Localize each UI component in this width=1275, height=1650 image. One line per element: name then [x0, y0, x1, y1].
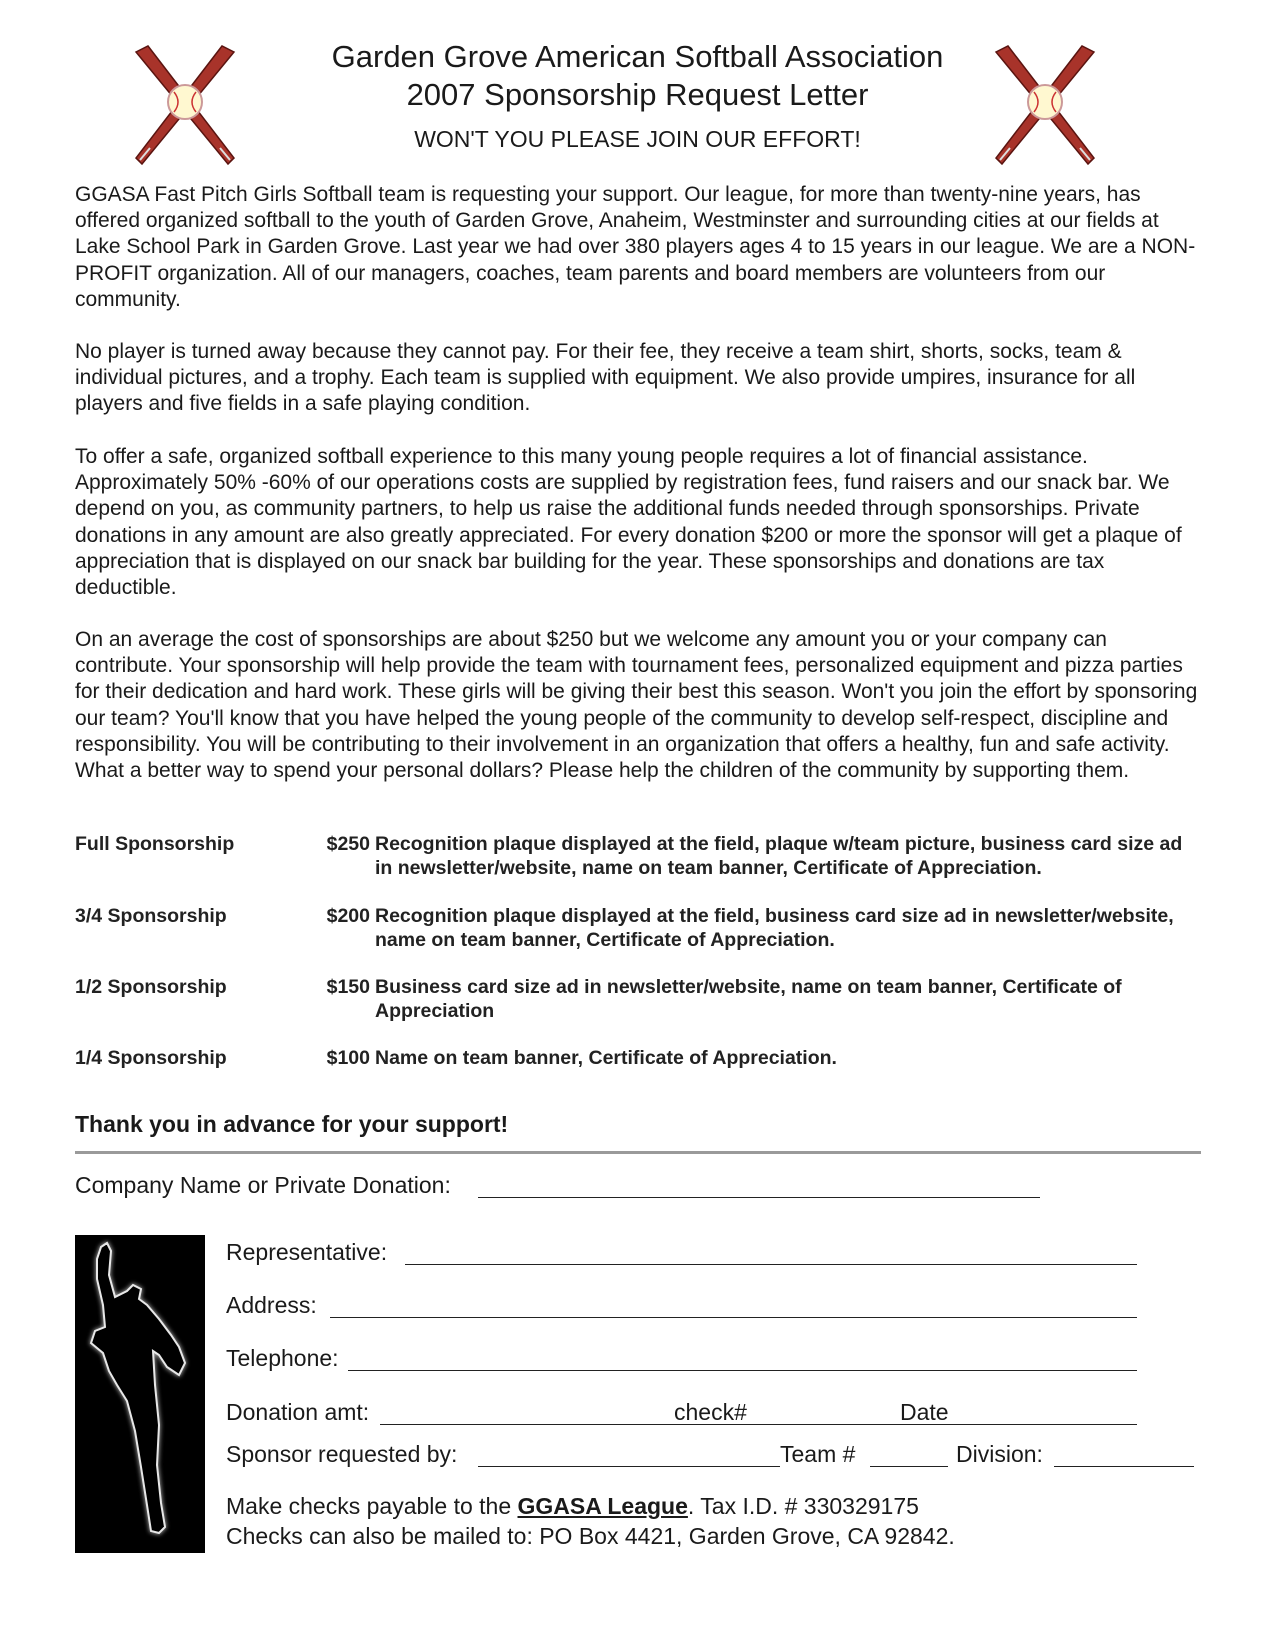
team-number-label: Team # [780, 1441, 856, 1467]
financial-paragraph: To offer a safe, organized softball experience to this many young people requires a lot of financial assistance. Approximately 50% -60% of our operations costs are supplied by registration fees, fund raisers and our snack bar. We depend on you, as community partners, to help us raise the additional funds needed through sponsorships. Private donations in any amount are also greatly appreciated. For every donation $200 or more the sponsor will get a plaque of appreciation that is displayed on our snack bar building for the year. These sponsorships and donations are tax deductible. [75, 445, 1182, 600]
fee-paragraph: No player is turned away because they cannot pay. For their fee, they receive a team shirt, shorts, socks, team & individual pictures, and a trophy. Each team is supplied with equipment. We also provide umpires, insurance for all players and five fields in a safe playing condition. [75, 340, 1136, 416]
sponsorship-row-half [75, 975, 1205, 1027]
payable-prefix: Make checks payable to the [226, 1493, 518, 1519]
sponsorship-row-three-quarter [75, 904, 1205, 956]
sponsorship-name: 3/4 Sponsorship [75, 905, 227, 927]
sponsorship-description: Business card size ad in newsletter/website, name on team banner, Certificate of Appreciation [375, 976, 1122, 1022]
date-label: Date [900, 1399, 949, 1425]
division-label: Division: [956, 1441, 1043, 1467]
sponsorship-row-quarter [75, 1046, 1205, 1098]
softball-pitcher-image [75, 1235, 205, 1553]
thank-you-note: Thank you in advance for your support! [75, 1111, 509, 1137]
sponsorship-row-full [75, 832, 1205, 884]
sponsor-requested-by-label: Sponsor requested by: [226, 1441, 458, 1467]
representative-field[interactable] [405, 1264, 1137, 1265]
payee-name: GGASA League [517, 1493, 688, 1519]
company-name-field[interactable] [478, 1197, 1040, 1198]
payable-note [226, 1493, 919, 1520]
sponsorship-description: Recognition plaque displayed at the field, plaque w/team picture, business card size ad in newsletter/website, name on team banner, Certificate of Appreciation. [375, 833, 1183, 879]
address-label: Address: [226, 1292, 317, 1318]
division-field[interactable] [1054, 1466, 1194, 1467]
mailing-address: Checks can also be mailed to: PO Box 4421, Garden Grove, CA 92842. [226, 1523, 955, 1549]
intro-paragraph: GGASA Fast Pitch Girls Softball team is requesting your support. Our league, for more than twenty-nine years, has offered organized softball to the youth of Garden Grove, Anaheim, Westminster and surrounding cities at our fields at Lake School Park in Garden Grove. Last year we had over 380 players ages 4 to 15 years in our league. We are a NON-PROFIT organization. All of our managers, coaches, team parents and board members are volunteers from our community. [75, 183, 1196, 311]
tagline: WON'T YOU PLEASE JOIN OUR EFFORT! [414, 126, 861, 152]
sponsorship-description: Name on team banner, Certificate of Appreciation. [375, 1047, 837, 1069]
page-subtitle: 2007 Sponsorship Request Letter [406, 77, 869, 112]
divider [75, 1151, 1201, 1154]
sponsorship-price: $150 [326, 976, 370, 998]
address-field[interactable] [330, 1317, 1137, 1318]
sponsorship-name: 1/2 Sponsorship [75, 976, 227, 998]
telephone-label: Telephone: [226, 1345, 339, 1371]
tax-id: . Tax I.D. # 330329175 [687, 1493, 919, 1519]
telephone-field[interactable] [348, 1370, 1137, 1371]
sponsor-requested-by-field[interactable] [478, 1466, 780, 1467]
sponsorship-paragraph: On an average the cost of sponsorships are about $250 but we welcome any amount you or your company can contribute. Your sponsorship will help provide the team with tournament fees, personalized equipment and pizza parties for their dedication and hard work. These girls will be giving their best this season. Won't you join the effort by sponsoring our team? You'll know that you have helped the young people of the community to develop self-respect, discipline and responsibility. You will be contributing to their involvement in an organization that offers a healthy, fun and safe activity. What a better way to spend your personal dollars? Please help the children of the community by supporting them. [75, 628, 1198, 783]
page-title: Garden Grove American Softball Association [331, 39, 944, 74]
sponsorship-price: $250 [326, 833, 370, 855]
donation-amount-field[interactable] [380, 1424, 1137, 1425]
check-number-label: check# [674, 1399, 747, 1425]
sponsorship-name: Full Sponsorship [75, 833, 235, 855]
team-number-field[interactable] [870, 1466, 948, 1467]
sponsorship-name: 1/4 Sponsorship [75, 1047, 227, 1069]
donation-amount-label: Donation amt: [226, 1399, 370, 1425]
sponsorship-price: $200 [326, 905, 370, 927]
pitcher-silhouette-icon [75, 1235, 205, 1553]
representative-label: Representative: [226, 1239, 388, 1265]
sponsorship-price: $100 [326, 1047, 370, 1069]
company-name-label: Company Name or Private Donation: [75, 1172, 451, 1198]
sponsorship-description: Recognition plaque displayed at the field, business card size ad in newsletter/website, name on team banner, Certificate of Appreciation. [375, 905, 1174, 951]
